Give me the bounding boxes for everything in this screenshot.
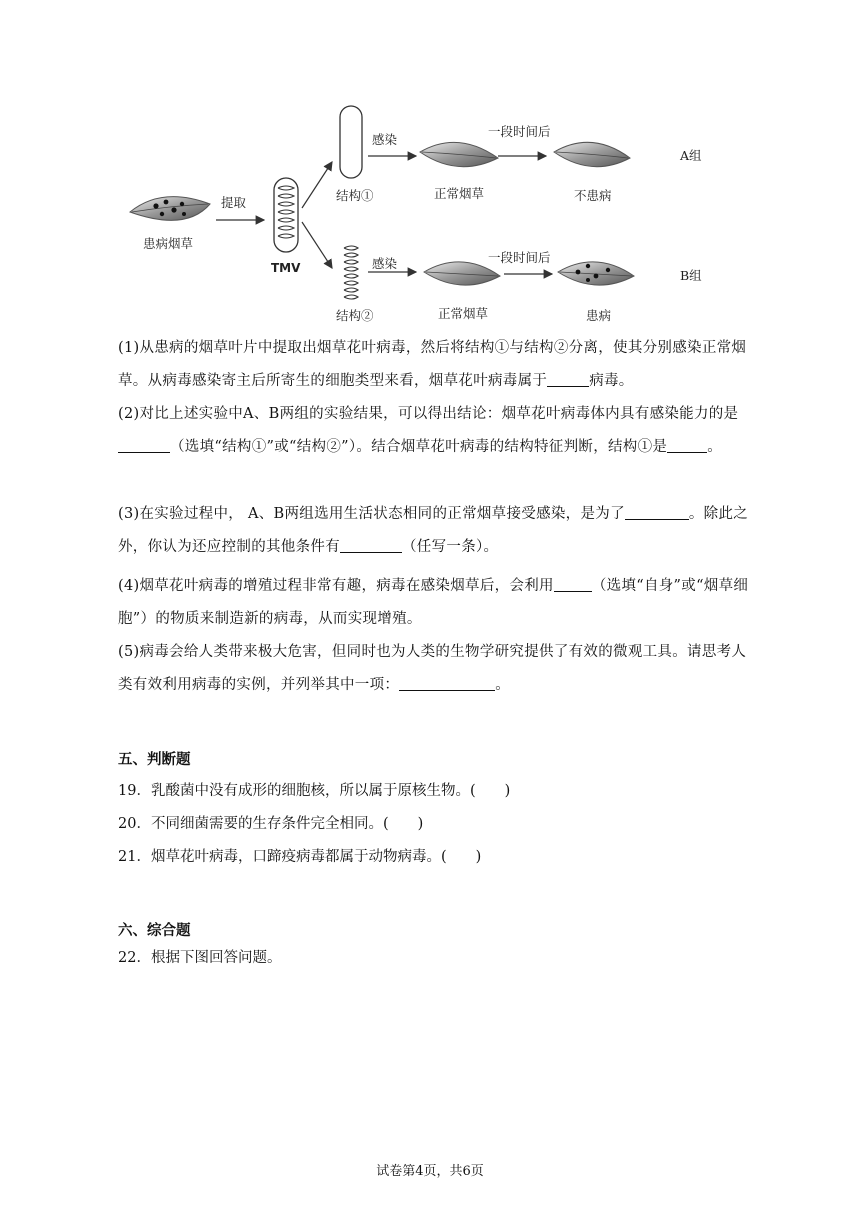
question-4 (118, 570, 758, 636)
diseased-leaf-icon (130, 197, 210, 221)
answer-blank-2a[interactable] (118, 438, 170, 453)
question-3-tail: （任写一条）。 (402, 539, 499, 555)
question-5-text: (5)病毒会给人类带来极大危害，但同时也为人类的生物学研究提供了有效的微观工具。请思考人类有效利用病毒的实例，并列举其中一项： (118, 644, 747, 693)
question-3-middle: 。除此之外，你认为还应控制的其他条件有 (118, 506, 749, 555)
page-footer: 试卷第4页，共6页 (376, 1164, 484, 1179)
time-label-a: 一段时间后 (488, 124, 551, 139)
normal-leaf-b-icon (424, 262, 500, 285)
section-5-heading: 五、判断题 (118, 752, 191, 768)
question-1 (118, 332, 758, 398)
normal-leaf-a-icon (420, 142, 498, 166)
section-6-heading: 六、综合题 (118, 923, 191, 939)
question-4-tail: （选填“自身”或“烟草细胞”）的物质来制造新的病毒，从而实现增殖。 (118, 578, 749, 627)
structure2-label: 结构② (336, 308, 374, 323)
question-2-text: (2)对比上述实验中A、B两组的实验结果，可以得出结论：烟草花叶病毒体内具有感染能力的是 (118, 406, 739, 422)
answer-blank-4[interactable] (554, 577, 592, 592)
structure1-label: 结构① (336, 188, 374, 203)
question-20: 20．不同细菌需要的生存条件完全相同。( ) (118, 816, 424, 832)
question-21: 21．烟草花叶病毒，口蹄疫病毒都属于动物病毒。( ) (118, 849, 482, 865)
answer-blank-1[interactable] (547, 372, 589, 387)
question-2-tail: 。 (707, 439, 723, 455)
question-2 (118, 398, 758, 464)
experiment-diagram-svg (118, 96, 738, 330)
experiment-diagram (118, 96, 738, 330)
tmv-icon (274, 178, 298, 252)
question-19: 19．乳酸菌中没有成形的细胞核，所以属于原核生物。( ) (118, 783, 511, 799)
question-22: 22．根据下图回答问题。 (118, 950, 282, 966)
infect-label-a: 感染 (372, 132, 398, 147)
result-b-label: 患病 (586, 308, 612, 323)
normal-leaf-a-label: 正常烟草 (434, 186, 485, 201)
result-a-label: 不患病 (574, 188, 612, 203)
time-label-b: 一段时间后 (488, 250, 551, 265)
question-1-tail: 病毒。 (589, 373, 634, 389)
extract-label: 提取 (221, 195, 247, 210)
structure2-icon (344, 246, 358, 299)
healthy-leaf-icon (554, 142, 630, 166)
answer-blank-5[interactable] (399, 676, 495, 691)
structure1-icon (340, 106, 362, 178)
answer-blank-2b[interactable] (667, 438, 707, 453)
group-a-label: A组 (680, 148, 702, 163)
diseased-leaf-label: 患病烟草 (143, 236, 194, 251)
branch-arrow-down (302, 222, 332, 268)
question-3 (118, 498, 758, 564)
answer-blank-3a[interactable] (625, 505, 689, 520)
normal-leaf-b-label: 正常烟草 (438, 306, 489, 321)
sick-leaf-icon (558, 262, 634, 285)
question-5-tail: 。 (495, 677, 511, 693)
answer-blank-3b[interactable] (340, 538, 402, 553)
tmv-label: TMV (271, 261, 301, 275)
question-3-text: (3)在实验过程中， A、B两组选用生活状态相同的正常烟草接受感染，是为了 (118, 506, 625, 522)
branch-arrow-up (302, 162, 332, 208)
question-4-text: (4)烟草花叶病毒的增殖过程非常有趣，病毒在感染烟草后，会利用 (118, 578, 554, 594)
question-2-middle: （选填“结构①”或“结构②”）。结合烟草花叶病毒的结构特征判断，结构①是 (170, 439, 668, 455)
question-5 (118, 636, 758, 702)
group-b-label: B组 (680, 268, 702, 283)
infect-label-b: 感染 (372, 256, 398, 271)
question-1-text: (1)从患病的烟草叶片中提取出烟草花叶病毒，然后将结构①与结构②分离，使其分别感染正常烟草。从病毒感染寄主后所寄生的细胞类型来看，烟草花叶病毒属于 (118, 340, 747, 389)
